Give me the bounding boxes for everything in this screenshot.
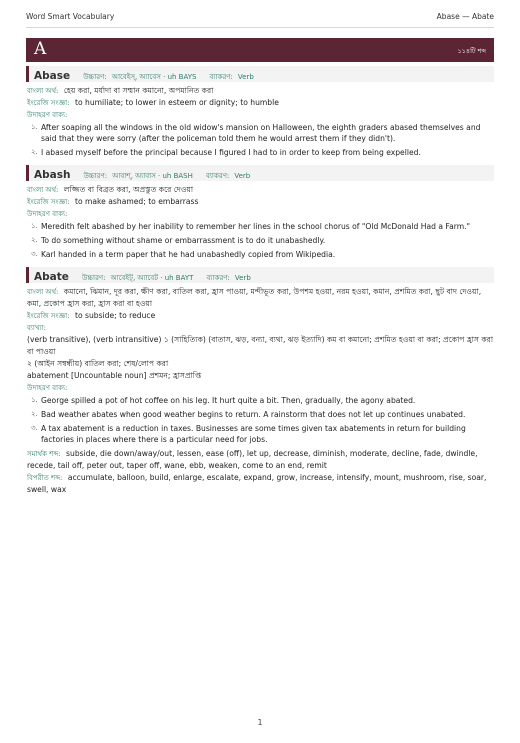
example-number: ১. [31, 396, 38, 404]
example-number: ২. [31, 410, 38, 418]
part-of-speech: Verb [234, 274, 251, 282]
entry-header [26, 267, 494, 283]
letter-section-bar [26, 38, 494, 62]
explanation-label: ব্যাখ্যা: [27, 324, 46, 332]
english-label: ইংরেজি সংজ্ঞা: [27, 198, 70, 206]
entry-header [26, 165, 494, 181]
synonyms: subside, die down/away/out, lessen, ease (off), let up, decrease, diminish, moderate, decline, fade, dwindle, recede, tail off, peter out, taper off, wane, ebb, weaken, come to an end, remit [27, 449, 478, 470]
examples-label: উদাহরণ বাক্য: [27, 111, 68, 119]
example-item [26, 221, 494, 232]
part-of-speech: Verb [234, 172, 251, 180]
example-list [26, 221, 494, 260]
example-text: After soaping all the windows in the old widow's mansion on Halloween, the eighth graders abased themselves and said that they were sorry (after the policeman told them he would arrest them if they didn't). [41, 123, 481, 143]
synonyms-label: সমার্থক শব্দ: [27, 450, 61, 458]
bangla-meaning-row [27, 85, 494, 97]
bangla-meaning-row [27, 286, 494, 310]
entry-header [26, 66, 494, 82]
english-definition-row [27, 196, 494, 208]
running-header [26, 12, 494, 26]
examples-label: উদাহরণ বাক্য: [27, 384, 68, 392]
example-item [26, 395, 494, 406]
pronunciation: আবাশ্‌, অ্যাবাস · uh BASH [112, 172, 193, 180]
antonyms-row [27, 472, 494, 496]
explanation-text: ২ (আইন সম্বন্ধীয়) বাতিল করা; শেষ/লোপ করা [27, 359, 169, 368]
pronunciation-label: উচ্চারণ: [83, 172, 108, 180]
english-definition-row [27, 310, 494, 322]
example-number: ২. [31, 148, 38, 156]
pos-label: ব্যাকরণ: [206, 274, 230, 282]
example-text: Meredith felt abashed by her inability to remember her lines in the school chorus of "Old McDonald Had a Farm." [41, 222, 471, 231]
antonyms: accumulate, balloon, build, enlarge, escalate, expand, grow, increase, intensify, mount, mushroom, rise, soar, swell, wax [27, 473, 487, 494]
english-label: ইংরেজি সংজ্ঞা: [27, 312, 70, 320]
bangla-meaning: হেয় করা, মর্যাদা বা সম্মান কমানো, অপমানিত করা [63, 86, 214, 95]
english-definition: to make ashamed; to embarrass [74, 197, 199, 206]
entry-abash [26, 165, 494, 260]
pronunciation: আবেইস্‌, অ্যাবেস · uh BAYS [111, 73, 197, 81]
entry-abate [26, 267, 494, 496]
entry-word: Abase [34, 70, 71, 82]
example-text: To do something without shame or embarrassment is to do it unabashedly. [41, 236, 326, 245]
example-text: George spilled a pot of hot coffee on his leg. It hurt quite a bit. Then, gradually, the agony abated. [41, 396, 416, 405]
example-item [26, 235, 494, 246]
pronunciation-label: উচ্চারণ: [81, 274, 106, 282]
english-definition-row [27, 97, 494, 109]
examples-label: উদাহরণ বাক্য: [27, 210, 68, 218]
example-text: I abased myself before the principal because I figured I had to in order to keep from being expelled. [41, 148, 421, 157]
synonyms-row [27, 448, 494, 472]
example-number: ১. [31, 222, 38, 230]
example-item [26, 423, 494, 445]
example-item [26, 249, 494, 260]
example-text: Karl handed in a term paper that he had unabashedly copied from Wikipedia. [41, 250, 336, 259]
explanation-text: (verb transitive), (verb intransitive) ১ (সাহিত্যিক) (বাতাস, ঝড়, বন্যা, ব্যথা, ঝড় ইত্যাদি) কম বা কমানো; প্রশমিত হওয়া বা করা; প্রকোপ হ্রাস করা বা পাওয়া [27, 335, 494, 356]
header-divider [26, 27, 494, 28]
explanation-text: abatement [Uncountable noun] প্রশমন; হ্রাসপ্রাপ্তি [27, 371, 202, 380]
antonyms-label: বিপরীত শব্দ: [27, 474, 63, 482]
bangla-meaning: লজ্জিত বা বিব্রত করা, অপ্রস্তুত করে দেওয়া [63, 185, 194, 194]
bangla-label: বাংলা অর্থ: [27, 87, 59, 95]
example-number: ৩. [31, 250, 38, 258]
part-of-speech: Verb [237, 73, 254, 81]
entry-word: Abate [34, 271, 69, 283]
example-number: ৩. [31, 424, 38, 432]
pos-label: ব্যাকরণ: [205, 172, 230, 180]
bangla-label: বাংলা অর্থ: [27, 186, 59, 194]
entries-container [26, 66, 494, 503]
entry-word: Abash [34, 169, 71, 181]
bangla-meaning: কমানো, ঝিমান, দূর করা, ক্ষীণ করা, বাতিল করা, হ্রাস পাওয়া, মন্দীভূত করা, উপশম হওয়া, নরম হওয়া, কমান, প্রশমিত করা, ছুট বাদ দেওয়া, কমা, প্রকোপ হ্রাস করা, হ্রাস করা বা হওয়া [27, 287, 482, 308]
section-letter: A [34, 39, 47, 59]
example-item [26, 147, 494, 158]
header-title: Word Smart Vocabulary [26, 12, 115, 21]
english-definition: to humiliate; to lower in esteem or dignity; to humble [74, 98, 279, 107]
entry-abase [26, 66, 494, 158]
pos-label: ব্যাকরণ: [209, 73, 233, 81]
example-number: ২. [31, 236, 38, 244]
example-text: Bad weather abates when good weather begins to return. A rainstorm that does not let up continues unabated. [41, 410, 466, 419]
example-number: ১. [31, 123, 38, 131]
english-label: ইংরেজি সংজ্ঞা: [27, 99, 70, 107]
example-text: A tax abatement is a reduction in taxes. Businesses are some times given tax abatements in return for building factories in places where there is a particular need for jobs. [41, 424, 466, 444]
word-count: ১১৪টি শব্দ [457, 47, 486, 55]
bangla-meaning-row [27, 184, 494, 196]
pronunciation-label: উচ্চারণ: [83, 73, 107, 81]
example-list [26, 395, 494, 445]
header-range: Abase — Abate [436, 12, 494, 21]
example-item [26, 122, 494, 144]
example-item [26, 409, 494, 420]
example-list [26, 122, 494, 158]
bangla-label: বাংলা অর্থ: [27, 288, 59, 296]
pronunciation: আবেইট্‌, অ্যাবেট · uh BAYT [110, 274, 194, 282]
english-definition: to subside; to reduce [74, 311, 156, 320]
page-number: 1 [257, 718, 263, 727]
